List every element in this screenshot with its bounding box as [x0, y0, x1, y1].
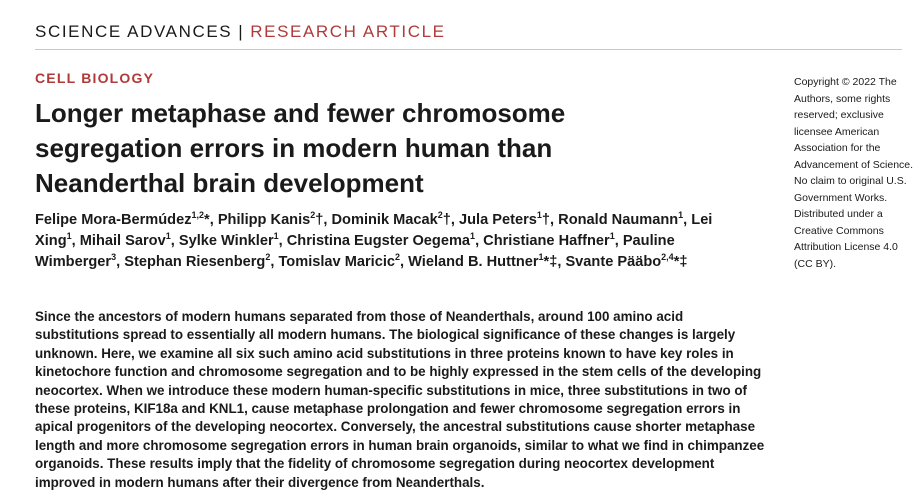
author-affiliation: 2: [395, 252, 401, 263]
author: [287, 233, 475, 249]
author-note-mark: †: [541, 212, 551, 228]
author-name: Dominik Macak: [331, 212, 438, 228]
author-name: Sylke Winkler: [178, 233, 274, 249]
author-name: Wieland B. Huttner: [408, 254, 539, 270]
author-affiliation: 3: [111, 252, 117, 263]
author: [80, 233, 171, 249]
author-affiliation: 2: [265, 252, 271, 263]
author-name: Mihail Sarov: [79, 233, 166, 249]
copyright-notice: Copyright © 2022 The Authors, some rights reserved; exclusive licensee American Association for the Advancement of Science. No claim to original U.S. Government Works. Distributed under a Creative Commons Attribution License 4.0 (CC BY).: [794, 76, 914, 270]
journal-name: SCIENCE ADVANCES: [35, 22, 233, 41]
author: [332, 212, 451, 228]
author-note-mark: *: [204, 212, 210, 228]
author-affiliation: 1: [273, 231, 279, 242]
author-note-mark: *‡: [543, 254, 558, 270]
author: [408, 254, 557, 270]
article-type: RESEARCH ARTICLE: [250, 22, 446, 41]
section-label: CELL BIOLOGY: [35, 70, 155, 86]
author-name: Felipe Mora-Bermúdez: [35, 212, 192, 228]
author-affiliation: 1: [536, 210, 542, 221]
author-name: Tomislav Maricic: [278, 254, 395, 270]
author-affiliation: 2: [437, 210, 443, 221]
journal-header: [35, 20, 446, 44]
abstract: Since the ancestors of modern humans separated from those of Neanderthals, around 100 amino acid substitutions spread to essentially all modern humans. The biological significance of these changes is largely unknown. Here, we examine all six such amino acid substitutions in three proteins known to have key roles in kinetochore function and chromosome segregation and to be highly expressed in the stem cells of the developing neocortex. When we introduce these modern human-specific substitutions in mice, three substitutions in two of these proteins, KIF18a and KNL1, cause metaphase prolongation and fewer chromosome segregation errors in apical progenitors of the developing neocortex. Conversely, the ancestral substitutions cause shorter metaphase length and more chromosome segregation errors in human brain organoids, similar to what we find in chimpanzee organoids. These results imply that the fidelity of chromosome segregation during neocortex development improved in modern humans after their divergence from Neanderthals.: [35, 309, 765, 490]
author: [218, 212, 324, 228]
author-name: Ronald Naumann: [558, 212, 679, 228]
author-name: Christiane Haffner: [483, 233, 610, 249]
author-name: Jula Peters: [459, 212, 537, 228]
author: [124, 254, 270, 270]
author-affiliation: 2,4: [661, 252, 674, 263]
header-separator: |: [238, 22, 245, 41]
author-affiliation: 1: [470, 231, 476, 242]
author-name: Pauline Wimberger: [35, 233, 675, 270]
author-affiliation: 1: [66, 231, 72, 242]
author-affiliation: 1: [609, 231, 615, 242]
author: [179, 233, 279, 249]
author-note-mark: *‡: [673, 254, 688, 270]
author-name: Christina Eugster Oegema: [286, 233, 471, 249]
author: [278, 254, 400, 270]
author: [459, 212, 550, 228]
article-title: Longer metaphase and fewer chromosome segregation errors in modern human than Neanderthal brain development: [35, 98, 566, 198]
author-affiliation: 1: [165, 231, 171, 242]
author: [483, 233, 615, 249]
author-name: Stephan Riesenberg: [124, 254, 266, 270]
author-affiliation: 1: [538, 252, 544, 263]
author-name: Lei Xing: [35, 212, 713, 249]
author-list: Felipe Mora-Bermúdez$^{1,2}$*, Philipp Kanis$^2$†, Dominik Macak$^2$†, Jula Peters$^1$†, Ronald Naumann$^1$, Lei Xing$^1$, Mihail Sarov$^1$, Sylke Winkler$^1$, Christina Eugster Oegema$^1$, Christiane Haffner$^1$, Pauline Wimberger$^3$, Stephan Riesenberg$^2$, Tomislav Maricic$^2$, Wieland B. Huttner$^1$*‡, Svante Pääbo$^{2,4}$*‡: [35, 210, 713, 270]
author-note-mark: †: [315, 212, 324, 228]
author-note-mark: †: [442, 212, 451, 228]
author: [35, 212, 210, 228]
header-divider: [35, 49, 902, 50]
author-name: Philipp Kanis: [217, 212, 311, 228]
author-affiliation: 1,2: [191, 210, 205, 221]
author-affiliation: 2: [310, 210, 316, 221]
author-name: Svante Pääbo: [565, 254, 662, 270]
author-affiliation: 1: [678, 210, 684, 221]
author: [565, 254, 687, 270]
author: [558, 212, 683, 228]
